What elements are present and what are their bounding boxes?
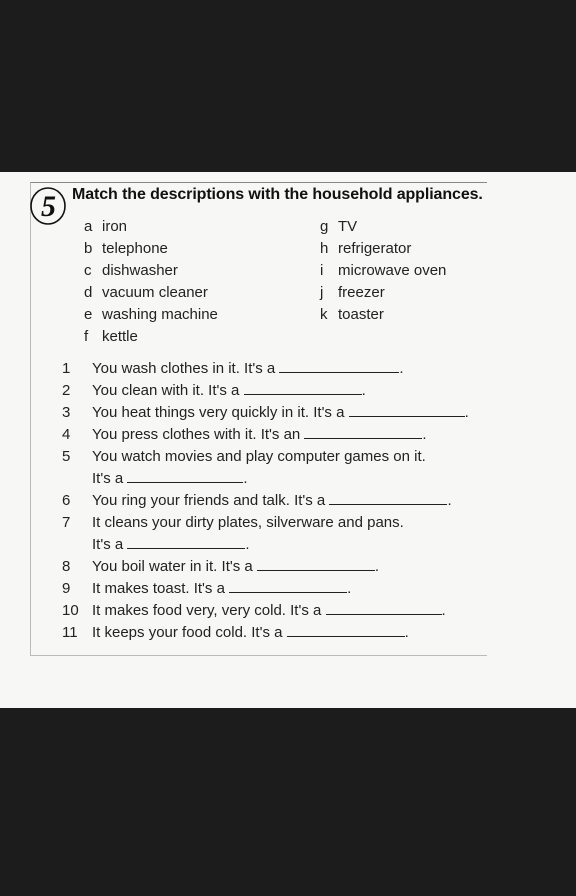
question-number: 2	[62, 382, 71, 399]
answer-blank[interactable]	[127, 470, 243, 483]
question-number: 8	[62, 558, 71, 575]
question-end: .	[347, 580, 352, 597]
question-end: .	[399, 360, 404, 377]
option-letter: k	[320, 306, 328, 323]
option-d	[84, 284, 208, 301]
option-letter: f	[84, 328, 89, 345]
option-word: TV	[338, 218, 358, 235]
option-letter: c	[84, 262, 92, 279]
question-end: .	[441, 602, 446, 619]
question-end: .	[361, 382, 366, 399]
option-letter: e	[84, 306, 93, 323]
exercise-number: 5	[41, 190, 56, 223]
option-letter: j	[320, 284, 324, 301]
option-word: toaster	[338, 306, 384, 323]
worksheet-page	[0, 172, 576, 708]
answer-blank[interactable]	[229, 580, 347, 593]
option-word: refrigerator	[338, 240, 412, 257]
question-number: 3	[62, 404, 71, 421]
question-number: 11	[62, 624, 78, 641]
option-f	[84, 328, 138, 345]
option-word: freezer	[338, 284, 385, 301]
answer-blank[interactable]	[257, 558, 375, 571]
question-text: It makes food very, very cold. It's a	[92, 602, 322, 619]
question-text: You wash clothes in it. It's a	[92, 360, 276, 377]
option-c	[84, 262, 178, 279]
answer-blank[interactable]	[329, 492, 447, 505]
exercise-number-circle	[28, 184, 70, 226]
question-text: You clean with it. It's a	[92, 382, 240, 399]
question-end: .	[404, 624, 409, 641]
option-i	[320, 262, 446, 279]
answer-blank[interactable]	[326, 602, 442, 615]
question-number: 5	[62, 448, 71, 465]
option-a	[84, 218, 127, 235]
option-word: dishwasher	[102, 262, 178, 279]
option-j	[320, 284, 385, 301]
question-text: It's a	[92, 536, 124, 553]
question-text: It cleans your dirty plates, silverware and pans.	[92, 514, 404, 531]
question-number: 4	[62, 426, 71, 443]
option-word: microwave oven	[338, 262, 447, 279]
question-text: You boil water in it. It's a	[92, 558, 253, 575]
answer-blank[interactable]	[127, 536, 245, 549]
question-number: 7	[62, 514, 71, 531]
question-number: 9	[62, 580, 71, 597]
question-end: .	[464, 404, 469, 421]
question-text: It keeps your food cold. It's a	[92, 624, 283, 641]
question-text: It makes toast. It's a	[92, 580, 225, 597]
option-letter: i	[320, 262, 324, 279]
answer-blank[interactable]	[287, 624, 405, 637]
option-letter: a	[84, 218, 93, 235]
option-letter: g	[320, 218, 329, 235]
option-g	[320, 218, 357, 235]
question-number: 6	[62, 492, 71, 509]
exercise-title: Match the descriptions with the household appliances.	[72, 186, 483, 203]
option-word: washing machine	[102, 306, 218, 323]
question-end: .	[422, 426, 427, 443]
option-b	[84, 240, 168, 257]
option-word: vacuum cleaner	[102, 284, 208, 301]
question-end: .	[243, 470, 248, 487]
answer-blank[interactable]	[349, 404, 465, 417]
question-text: You ring your friends and talk. It's a	[92, 492, 326, 509]
option-e	[84, 306, 218, 323]
answer-blank[interactable]	[304, 426, 422, 439]
answer-blank[interactable]	[244, 382, 362, 395]
bottom-dark-border	[0, 708, 576, 896]
question-text: It's a	[92, 470, 124, 487]
question-text: You press clothes with it. It's an	[92, 426, 301, 443]
option-word: telephone	[102, 240, 168, 257]
top-dark-border	[0, 0, 576, 172]
answer-blank[interactable]	[279, 360, 399, 373]
question-number: 1	[62, 360, 71, 377]
option-letter: b	[84, 240, 93, 257]
question-end: .	[374, 558, 380, 575]
option-letter: h	[320, 240, 329, 257]
option-h	[320, 240, 411, 257]
option-letter: d	[84, 284, 93, 301]
question-end: .	[245, 536, 250, 553]
question-text: You heat things very quickly in it. It's a	[92, 404, 345, 421]
question-text: You watch movies and play computer games on it.	[92, 448, 426, 465]
option-word: kettle	[102, 328, 138, 345]
question-end: .	[447, 492, 452, 509]
option-k	[320, 306, 384, 323]
question-number: 10	[62, 602, 79, 619]
option-word: iron	[102, 218, 128, 235]
